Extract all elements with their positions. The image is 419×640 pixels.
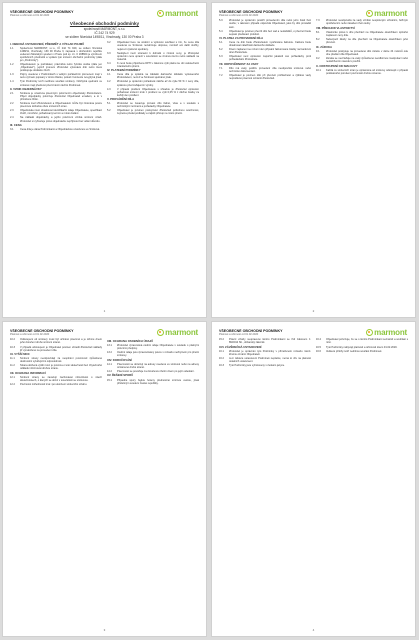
clause bbox=[10, 116, 102, 122]
clause-number: 16.4 bbox=[316, 338, 321, 342]
clause bbox=[10, 346, 102, 352]
clause-text: Objednávka musí obsahovat identifikační údaje Objednatele, specifikaci zboží, množství, požadovaný termín a místo dodání. bbox=[20, 109, 102, 116]
logo-wordmark: marmont bbox=[165, 328, 198, 337]
clause bbox=[10, 92, 102, 101]
clause-number: 1.3 bbox=[10, 73, 14, 77]
clause bbox=[316, 57, 408, 63]
clause bbox=[10, 383, 102, 386]
clause bbox=[107, 80, 199, 86]
section-heading: XIV. DORUČOVÁNÍ bbox=[107, 357, 132, 362]
clause-text: Nebezpečí škody na díle přechází na Objednatele okamžikem jeho převzetí. bbox=[326, 38, 408, 45]
clause bbox=[316, 69, 408, 75]
clause-text: Písemnosti se doručují na adresy uvedené ve smlouvě nebo na adresy oznámené druhé straně. bbox=[117, 362, 199, 369]
section-heading: VII. ODPOVĚDNOST ZA VADY bbox=[219, 62, 259, 67]
section-heading: I. OBECNÁ USTANOVENÍ, PŘEDMĚT A VÝKLAD POJMŮ bbox=[10, 41, 85, 46]
clause-number: 16.5 bbox=[316, 345, 321, 349]
clause-number: 10.2 bbox=[10, 338, 15, 342]
clause-number: 14.1 bbox=[107, 362, 112, 366]
clause-text: Tyto Podmínky nabývají platnosti a účinnosti dnem 01.02.2020. bbox=[326, 345, 398, 349]
clause-number: 4.2 bbox=[107, 80, 111, 84]
clause-number: 12.2 bbox=[10, 383, 15, 387]
clause bbox=[219, 55, 311, 61]
clause bbox=[107, 109, 199, 115]
clause-text: Objednatelem je podnikatel, právnická nebo fyzická osoba (dále jen „Objednatel"), jejímž jménem Zhotovitel vykonává dílo nebo které podstupuje dodávku zboží. bbox=[20, 63, 102, 73]
clause-text: Zhotovitel poskytuje na provedené dílo záruku v délce 24 měsíců ode dne předání díla Objednateli. bbox=[326, 49, 408, 56]
clause-number: 3.1 bbox=[10, 128, 14, 132]
clause bbox=[10, 73, 102, 79]
clause bbox=[10, 357, 102, 363]
clause bbox=[219, 338, 311, 344]
text-columns bbox=[10, 41, 199, 132]
clause-number: 7.2 bbox=[219, 74, 223, 78]
clause-text: Smluvní strany se zavazují zachovávat mlčenlivost o všech skutečnostech, o kterých se dozví v souvislosti se smlouvou. bbox=[20, 375, 102, 383]
section-heading: IX. ZÁRUKA bbox=[316, 44, 333, 49]
clause-text: Veškeré přílohy tvoří nedílnou součást Podmínek. bbox=[326, 349, 383, 353]
clause bbox=[107, 41, 199, 50]
clause-text: Objednatel potvrzuje, že se s těmito Podmínkami seznámil a souhlasí s nimi. bbox=[326, 338, 408, 345]
clause-number: 13.1 bbox=[107, 344, 112, 347]
clause bbox=[10, 80, 102, 86]
clause-number: 2.2 bbox=[10, 102, 14, 106]
text-columns bbox=[10, 338, 199, 387]
clause-text: Povinnost mlčenlivosti trvá i po ukončení smluvního vztahu. bbox=[20, 383, 88, 387]
clause-number: 10.1 bbox=[316, 68, 321, 72]
clause-text: Pojmy uvedené v Podmínkách s velkým počátečním písmenem mají v textu význam popsaný v tomto článku, pokud z kontextu nevyplývá jinak. bbox=[20, 73, 102, 80]
clause-text: Smlouva je uzavřena písemným potvrzením objednávky Zhotovitelem. Přijetí objednávky potvrzuje Zhotovitel Objednateli emailem, a to v přiměřené lhůtě. bbox=[20, 92, 102, 102]
page-number: 2 bbox=[312, 309, 315, 313]
clause bbox=[316, 31, 408, 37]
clause-number: 9.1 bbox=[316, 49, 320, 53]
clause-number: 8.2 bbox=[316, 38, 320, 42]
text-column bbox=[316, 338, 408, 368]
clause-number: 5.2 bbox=[107, 109, 111, 113]
marmont-logo bbox=[366, 9, 407, 18]
clause-number: 14.2 bbox=[107, 369, 112, 373]
text-column bbox=[107, 338, 199, 387]
section-heading: IV. PLATEBNÍ PODMÍNKY bbox=[107, 68, 141, 73]
clause-text: Smluvní strany neodpovídají za nesplnění povinností způsobené okolnostmi vylučujícími odpovědnost. bbox=[20, 357, 102, 364]
section-heading: III. CENA bbox=[10, 123, 22, 128]
clause bbox=[107, 102, 199, 108]
clause bbox=[107, 52, 199, 61]
clause bbox=[219, 67, 311, 73]
clause-number: 16.3 bbox=[219, 364, 224, 368]
clause bbox=[219, 74, 311, 80]
clause bbox=[107, 73, 199, 79]
clause-text: Dnem zaplacení se rozumí den připsání fakturované částky na bankovní účet Zhotovitele. bbox=[229, 48, 311, 55]
section-heading: VI. PLATBA ZA PROVEDENÍ DÍLA bbox=[219, 36, 264, 41]
section-heading: V. PROVÁDĚNÍ DÍLA bbox=[107, 97, 135, 102]
clause-number: 1.2 bbox=[10, 63, 14, 67]
clause-text: Cena díla je dána Podmínkami a Objednávkou uzavřenou ve Smlouvě. bbox=[20, 128, 100, 132]
document-header-title: VŠEOBECNÉ OBCHODNÍ PODMÍNKY bbox=[10, 329, 74, 333]
clause-text: Nedojde-li mezi stranami k dohodě o změně ceny, je Zhotovitel oprávněn cenu upravit v souvislosti se změnou kurzu nebo nákladů na materiál. bbox=[117, 51, 199, 61]
clause-number: 16.2 bbox=[219, 357, 224, 361]
clause-text: Objednatel je povinen dílo při převzetí prohlédnout a zjištěné vady neprodleně písemně oznámit Zhotoviteli. bbox=[229, 74, 311, 81]
clause-number: 13.2 bbox=[107, 351, 112, 355]
clause bbox=[10, 102, 102, 108]
clause-text: Tyto Podmínky jsou vyhotoveny v českém jazyce. bbox=[229, 364, 285, 368]
section-heading: VIII. PŘECHOD VLASTNICTVÍ bbox=[316, 26, 355, 30]
clause-text: Osobní údaje jsou zpracovávány pouze v rozsahu nezbytném pro plnění smlouvy. bbox=[117, 351, 199, 358]
clause bbox=[219, 41, 311, 47]
document-header-validity: Platnost a účinnost od 01.02.2020 bbox=[10, 14, 50, 18]
clause bbox=[219, 30, 311, 36]
clause-text: Vlastnické právo k dílu přechází na Objednatele okamžikem úplného zaplacení ceny díla. bbox=[326, 31, 408, 38]
page-content bbox=[219, 10, 408, 303]
clause-text: V případě prodlení Objednatele s úhradou je Zhotovitel oprávněn požadovat smluvní úrok z prodlení ve výši 0,05 % z dlužné částky za každý den prodlení. bbox=[117, 87, 199, 97]
clause bbox=[107, 62, 199, 68]
document-page-2 bbox=[212, 3, 415, 317]
clause bbox=[107, 351, 199, 357]
clause bbox=[107, 88, 199, 97]
page-content bbox=[10, 329, 199, 622]
clause bbox=[107, 379, 199, 385]
clause-number: 6.3 bbox=[219, 55, 223, 59]
intro-line: se sídlem Nivnická 1498/11, Vinohrady, 130 00 Praha 3 bbox=[65, 35, 144, 40]
clause bbox=[316, 38, 408, 44]
page-content bbox=[10, 10, 199, 303]
page-number: 3 bbox=[103, 628, 106, 632]
clause-number: 10.3 bbox=[10, 345, 15, 349]
logo-mark-icon bbox=[157, 10, 164, 17]
document-header-validity: Platnost a účinnost od 01.02.2020 bbox=[219, 14, 259, 18]
clause-number: 9.2 bbox=[316, 56, 320, 60]
marmont-logo bbox=[157, 9, 198, 18]
section-heading: XII. OCHRANA INFORMACÍ bbox=[10, 370, 46, 375]
clause bbox=[316, 350, 408, 353]
text-column bbox=[10, 41, 102, 132]
clause-text: Každá ze smluvních stran je oprávněna od smlouvy odstoupit v případě podstatného porušení povinností druhou stranou. bbox=[326, 68, 408, 75]
clause bbox=[219, 19, 311, 28]
text-column bbox=[107, 41, 199, 132]
clause-text: Na základě objednávky a jejího potvrzení vzniká smluvní vztah. Zhotovitel si vyhrazuje právo objednávku nepřijmout bez udání důvodu. bbox=[20, 116, 102, 123]
clause-number: 16.6 bbox=[316, 349, 321, 353]
logo-wordmark: marmont bbox=[165, 9, 198, 18]
clause-text: Zhotovitel zpracovává osobní údaje Objednatele v souladu s platnými právními předpisy. bbox=[117, 344, 199, 351]
clause-text: Zhotovitel je oprávněn pověřit provedením díla nebo jeho části třetí osobu; v takovém případě odpovídá Objednateli, jako by dílo prováděl sám. bbox=[229, 19, 311, 29]
clause bbox=[107, 363, 199, 369]
section-heading: XV. ŘEŠENÍ SPORŮ bbox=[107, 373, 134, 378]
clause-number: 5.1 bbox=[107, 102, 111, 106]
clause bbox=[10, 63, 102, 72]
clause-number: 3.4 bbox=[107, 61, 111, 65]
clause-number: 1.1 bbox=[10, 47, 14, 50]
document-header-validity: Platnost a účinnost od 01.02.2020 bbox=[219, 333, 259, 337]
clause bbox=[316, 50, 408, 56]
clause-text: Zhotovitel je oprávněn tyto Podmínky v přiměřeném rozsahu měnit. Změnu oznámí Objednateli. bbox=[229, 350, 311, 357]
section-heading: XI. VYŠŠÍ MOC bbox=[10, 352, 30, 357]
clause-text: Strana dotčená vyšší mocí je povinna o této skutečnosti bez zbytečného odkladu informovat druhou stranu. bbox=[20, 364, 102, 371]
clause bbox=[316, 338, 408, 344]
clause-number: 12.1 bbox=[10, 375, 15, 379]
page-number: 4 bbox=[312, 628, 315, 632]
clause-number: 3.3 bbox=[107, 51, 111, 55]
clause-text: Dílo má vady, jestliže provedení díla neodpovídá smlouvě nebo technické dokumentaci. bbox=[229, 67, 311, 74]
section-heading: II. VZNIK OBJEDNÁVKY bbox=[10, 87, 42, 92]
clause-number: 1.4 bbox=[10, 80, 14, 84]
clause bbox=[10, 338, 102, 344]
clause bbox=[10, 47, 102, 62]
text-column bbox=[10, 338, 102, 387]
clause-number: 2.1 bbox=[10, 92, 14, 96]
clause-number: 5.3 bbox=[219, 19, 223, 23]
clause-number: 3.2 bbox=[107, 41, 111, 45]
clause-number: 2.4 bbox=[10, 116, 14, 120]
text-column bbox=[219, 338, 311, 368]
clause-text: K ceně bude připočtena DPH v zákonné výši platné ke dni uskutečnění zdanitelného plnění. bbox=[117, 61, 199, 68]
clause-text: Zhotovitel neodpovídá za vady vzniklé nesprávným užíváním, běžným opotřebením nebo zásahem třetí osoby. bbox=[326, 19, 408, 26]
clause-text: Objednatel bere na vědomí a výslovně souhlasí s tím, že cena díla uvedená ve Smlouvě nezahrnuje dopravu, montáž ani další služby, nejsou-li výslovně sjednány. bbox=[117, 41, 199, 51]
clause-text: Případné spory budou řešeny přednostně smírnou cestou, jinak příslušným soudem České republiky. bbox=[117, 378, 199, 385]
clause-text: Právní vztahy neupravené těmito Podmínkami se řídí zákonem č. 89/2012 Sb., občanský zákoník. bbox=[229, 338, 311, 345]
clause-text: Objednatel je povinen poskytnout Zhotoviteli potřebnou součinnost, zejména předat podklady a zajistit přístup na místo plnění. bbox=[117, 109, 199, 116]
clause-number: 5.4 bbox=[219, 29, 223, 33]
logo-mark-icon bbox=[366, 329, 373, 336]
intro-title: Všeobecné obchodní podmínky bbox=[69, 21, 140, 27]
page-content bbox=[219, 329, 408, 622]
clause bbox=[219, 350, 311, 356]
document-header-title: VŠEOBECNÉ OBCHODNÍ PODMÍNKY bbox=[10, 10, 74, 14]
clause-text: Smlouva mezi Zhotovitelem a Objednatelem může být změněna pouze písemnou dohodou obou smluvních stran. bbox=[20, 102, 102, 109]
clause-text: V případě odstoupení je Objednatel povinen uhradit Zhotoviteli náklady již vynaložené na provedení díla. bbox=[20, 345, 102, 352]
clause-number: 6.1 bbox=[219, 41, 223, 45]
clause bbox=[10, 376, 102, 382]
section-heading: X. ODSTOUPENÍ OD SMLOUVY bbox=[316, 63, 358, 68]
text-column bbox=[316, 19, 408, 81]
clause-number: 4.3 bbox=[107, 87, 111, 91]
clause bbox=[10, 109, 102, 115]
clause-number: 8.1 bbox=[316, 31, 320, 35]
clause bbox=[10, 364, 102, 370]
document-page-1 bbox=[3, 3, 206, 317]
document-header-title: VŠEOBECNÉ OBCHODNÍ PODMÍNKY bbox=[219, 10, 283, 14]
clause-text: Zhotovitel se zavazuje provést dílo řádně, včas a v souladu s technickými normami a požadavky Objednatele. bbox=[117, 102, 199, 109]
intro-line: IČ 242 74 929 bbox=[94, 31, 115, 36]
clause-number: 7.1 bbox=[219, 67, 223, 71]
clause bbox=[107, 344, 199, 350]
clause-text: Odstoupení od smlouvy musí být učiněno písemně a je účinné dnem jeho doručení druhé smluvní straně. bbox=[20, 338, 102, 345]
clause-number: 2.3 bbox=[10, 109, 14, 113]
clause-number: 6.2 bbox=[219, 48, 223, 52]
clause-text: Objednatel je povinen převzít dílo bez vad a nedodělků, o převzetí bude sepsán předávací protokol. bbox=[229, 29, 311, 36]
clause-number: 15.2 bbox=[219, 338, 224, 342]
logo-mark-icon bbox=[157, 329, 164, 336]
document-page-4 bbox=[212, 322, 415, 636]
text-columns bbox=[219, 338, 408, 368]
clause-text: Společnost MARMONT, s.r.o., IČ 242 74 929, se sídlem Nivnická 1498/11, Vinohrady, 130 00 Praha 3, zapsaná v obchodním rejstříku vedeném Městským soudem v Praze pod sp. zn. C 208824 je výrobcem spotřebních předmětů a vydává tyto smluvní obchodní podmínky (dále jen „Podmínky"). bbox=[20, 47, 102, 63]
intro-block bbox=[10, 21, 199, 39]
clause bbox=[10, 128, 102, 131]
clause-text: Záruka se nevztahuje na vady způsobené neodbornou manipulací nebo nedodržením návodu k použití. bbox=[326, 56, 408, 64]
document-header-title: VŠEOBECNÉ OBCHODNÍ PODMÍNKY bbox=[219, 329, 283, 333]
clause-number: 11.2 bbox=[10, 364, 15, 368]
clause-text: Cena za dílo bude Zhotovitelem vyúčtována fakturou. Faktura bude obsahovat náležitosti daňového dokladu. bbox=[229, 41, 311, 48]
logo-wordmark: marmont bbox=[374, 328, 407, 337]
clause-number: 15.1 bbox=[107, 378, 112, 382]
clause-text: Písemnost se považuje za doručenou třetím dnem po jejím odeslání. bbox=[117, 369, 195, 373]
document-page-3 bbox=[3, 322, 206, 636]
clause-number: 16.1 bbox=[219, 350, 224, 354]
marmont-logo bbox=[366, 328, 407, 337]
clause-text: Objednatel není oprávněn započíst jakékoli své pohledávky proti pohledávkám Zhotovitele. bbox=[229, 55, 311, 62]
clause bbox=[219, 364, 311, 367]
section-heading: XIII. OCHRANA OSOBNÍCH ÚDAJŮ bbox=[107, 338, 154, 343]
clause-text: Je-li některé ustanovení Podmínek neplatné, nemá to vliv na platnost ostatních ustanovení. bbox=[229, 357, 311, 364]
clause bbox=[316, 346, 408, 349]
section-heading: XVI. ZÁVĚREČNÁ USTANOVENÍ bbox=[219, 345, 262, 349]
text-columns bbox=[219, 19, 408, 81]
page-number: 1 bbox=[103, 309, 106, 313]
marmont-logo bbox=[157, 328, 198, 337]
clause-number: 7.3 bbox=[316, 19, 320, 23]
intro-line: společnosti MARMONT, s.r.o. bbox=[83, 27, 126, 32]
clause-number: 11.1 bbox=[10, 357, 15, 361]
document-header-validity: Platnost a účinnost od 01.02.2020 bbox=[10, 333, 50, 337]
text-column bbox=[219, 19, 311, 81]
clause-text: Cena díla je splatná na základě daňového dokladu vystaveného Zhotovitelem, není-li ve Smlouvě sjednáno jinak. bbox=[117, 73, 199, 80]
clause-text: Zhotovitel je oprávněn požadovat zálohu až do výše 50 % z ceny díla, splatnou před zahájením výroby. bbox=[117, 80, 199, 87]
clause bbox=[219, 357, 311, 363]
clause-text: Tyto Podmínky tvoří nedílnou součást smlouvy. Odchylná ujednání ve smlouvě mají přednost před zněním těchto Podmínek. bbox=[20, 80, 102, 87]
logo-wordmark: marmont bbox=[374, 9, 407, 18]
clause bbox=[219, 48, 311, 54]
clause bbox=[316, 19, 408, 25]
logo-mark-icon bbox=[366, 10, 373, 17]
clause-number: 4.1 bbox=[107, 73, 111, 77]
